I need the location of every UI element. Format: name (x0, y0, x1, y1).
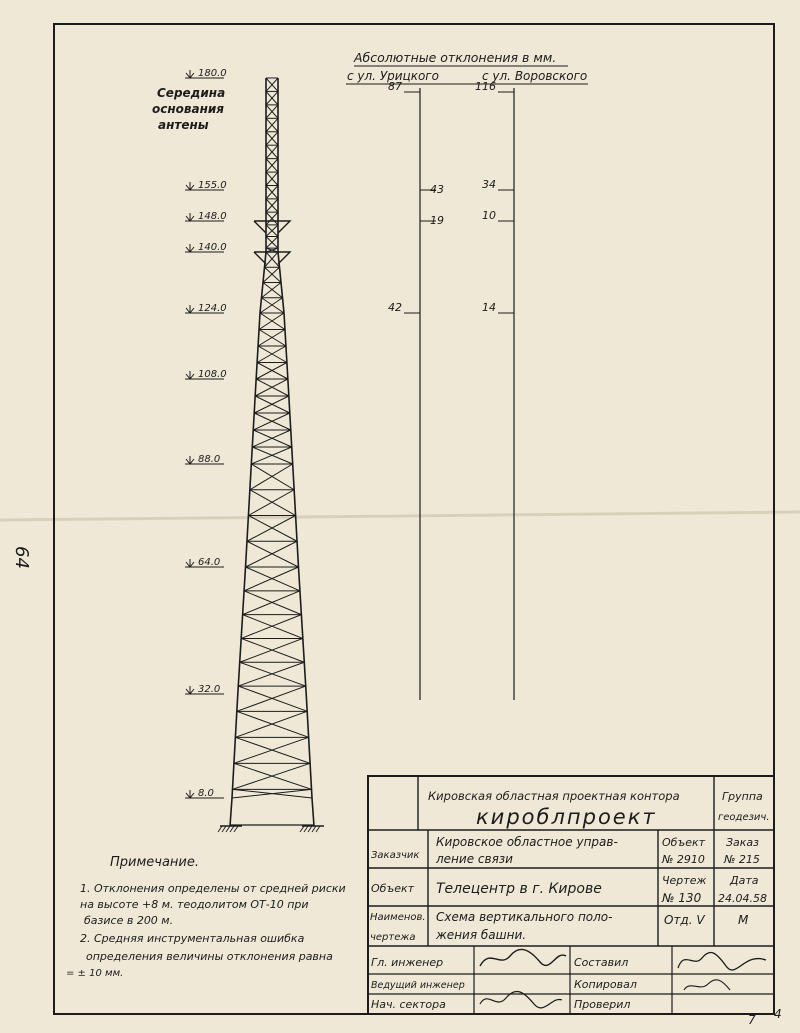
role-checked: Проверил (574, 998, 631, 1011)
scale-value: М (738, 913, 749, 927)
level-label: 108.0 (198, 369, 227, 380)
customer-1: Кировское областное управ- (436, 835, 618, 849)
header-col1: с ул. Урицкого (347, 69, 439, 83)
deviation-label: 43 (430, 183, 444, 196)
level-label: 124.0 (198, 303, 227, 314)
deviation-label: 19 (430, 214, 444, 227)
drawing-label: Чертеж (662, 874, 707, 887)
notes-title: Примечание. (110, 855, 200, 870)
deviation-label: 14 (482, 301, 496, 314)
level-label: 180.0 (198, 68, 227, 79)
org-short: кироблпроект (476, 805, 657, 829)
level-label: 88.0 (198, 454, 221, 465)
name-label-2: чертежа (370, 932, 416, 943)
margin-mark: 64 (11, 546, 32, 569)
role-lead-engineer: Ведущий инженер (371, 980, 465, 991)
object-no-label: Объект (662, 836, 706, 849)
header-col2: с ул. Воровского (482, 69, 588, 83)
object-name: Телецентр в г. Кирове (436, 881, 602, 897)
note-line-1: 1. Отклонения определены от средней риски (80, 882, 346, 895)
page-number: 7 (748, 1013, 756, 1027)
level-label: 155.0 (198, 180, 227, 191)
header-title: Абсолютные отклонения в мм. (354, 50, 557, 65)
order-no: № 215 (724, 853, 760, 866)
deviation-label: 87 (388, 80, 402, 93)
level-label: 32.0 (198, 684, 221, 695)
note-line-3: базисе в 200 м. (84, 914, 174, 927)
drawing-no: № 130 (662, 891, 702, 905)
role-copied: Копировал (574, 978, 637, 991)
level-label: 148.0 (198, 211, 227, 222)
level-label: 64.0 (198, 557, 221, 568)
level-label: 140.0 (198, 242, 227, 253)
role-compiled: Составил (574, 956, 629, 969)
level-label: 8.0 (198, 788, 214, 799)
group-label-1: Группа (722, 790, 763, 803)
deviation-label: 34 (482, 178, 496, 191)
customer-2: ление связи (436, 852, 513, 866)
antenna-label-line2: основания (152, 102, 224, 116)
date-label: Дата (730, 874, 759, 887)
object-label: Объект (371, 882, 415, 895)
object-no: № 2910 (662, 853, 705, 866)
drawing-name-1: Схема вертикального поло- (436, 910, 613, 924)
drawing-name-2: жения башни. (436, 928, 527, 942)
date-value: 24.04.58 (718, 892, 767, 905)
deviation-label: 42 (388, 301, 402, 314)
antenna-label-line1: Середина (157, 86, 226, 100)
antenna-label-line3: антены (158, 118, 209, 132)
role-sector-head: Нач. сектора (371, 998, 446, 1011)
deviation-label: 10 (482, 209, 496, 222)
note-line-4: 2. Средняя инструментальная ошибка (80, 932, 305, 945)
note-line-2: на высоте +8 м. теодолитом ОТ-10 при (80, 898, 309, 911)
order-label: Заказ (726, 836, 760, 849)
org-name: Кировская областная проектная контора (428, 789, 680, 803)
deviation-label: 116 (475, 80, 496, 93)
corner-mark: 4 (774, 1007, 782, 1021)
customer-label: Заказчик (371, 850, 420, 861)
dept-value: Отд. V (664, 913, 705, 927)
name-label-1: Наименов. (370, 912, 426, 923)
role-chief-engineer: Гл. инженер (371, 956, 444, 969)
group-label-2: геодезич. (718, 812, 770, 823)
note-line-5: определения величины отклонения равна (86, 950, 333, 963)
note-line-6: = ± 10 мм. (66, 968, 124, 979)
